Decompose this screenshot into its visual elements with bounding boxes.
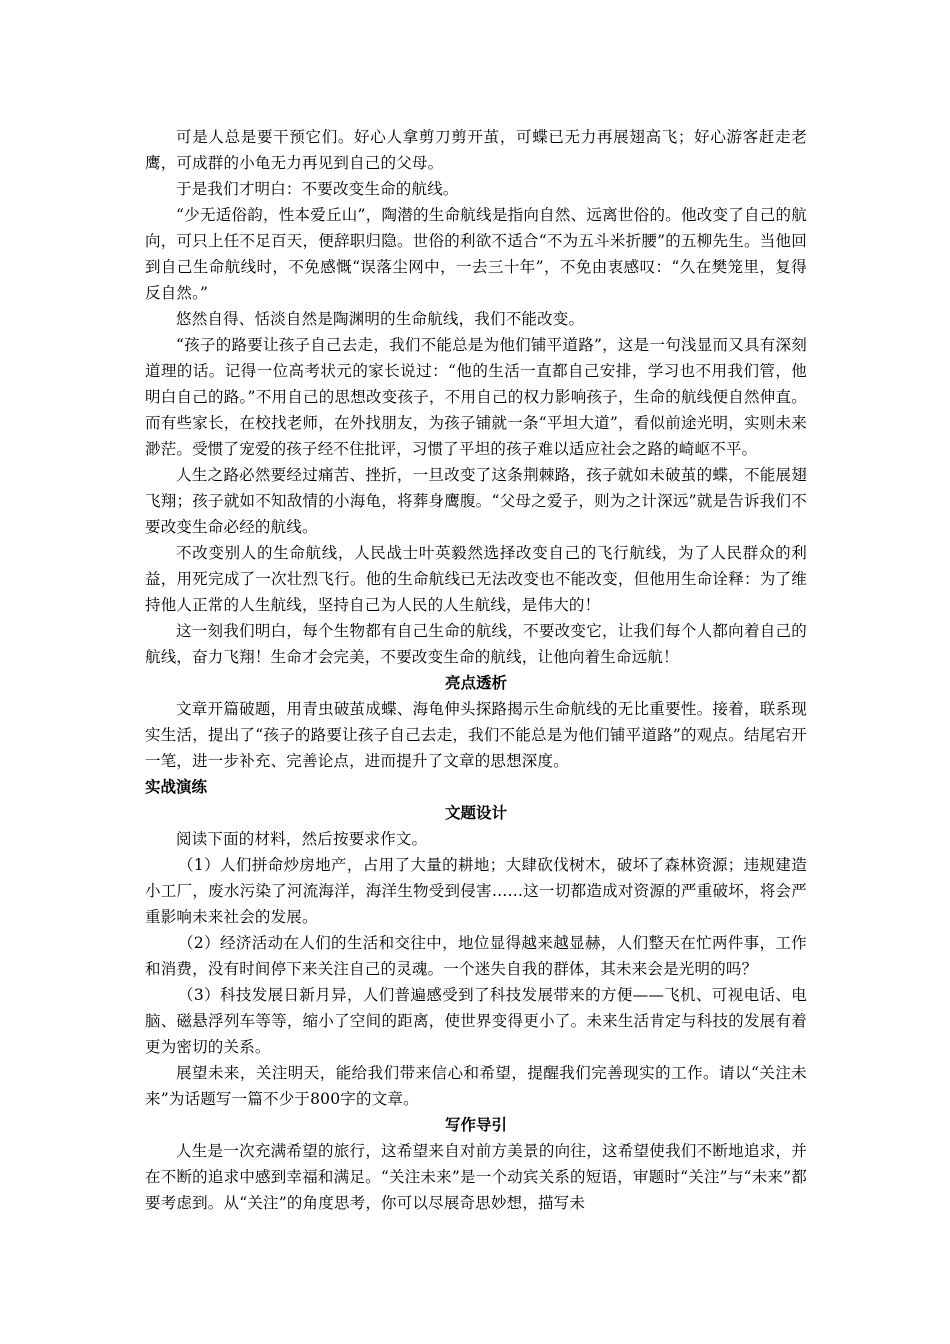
section-heading-guide: 写作导引 — [444, 1116, 507, 1134]
highlight-paragraph: 文章开篇破题，用青虫破茧成蝶、海龟伸头探路揭示生命航线的无比重要性。接着，联系现实生活，提出了“孩子的路要让孩子自己去走，我们不能总是为他们铺平道路”的观点。结尾宕开一笔，进一步补充、完善论点，进而提升了文章的思想深度。 — [145, 700, 807, 770]
body-paragraph: “少无适俗韵，性本爱丘山”，陶潜的生命航线是指向自然、远离世俗的。他改变了自己的航向，可只上任不足百天，便辞职归隐。世俗的利欲不适合“不为五斗米折腰”的五柳先生。当他回到自己生命航线时，不免感慨“误落尘网中，一去三十年”，不免由衷感叹：“久在樊笼里，复得反自然。” — [145, 206, 807, 302]
body-paragraph: 这一刻我们明白，每个生物都有自己生命的航线，不要改变它，让我们每个人都向着自己的航线，奋力飞翔！生命才会完美，不要改变生命的航线，让他向着生命远航！ — [145, 622, 807, 666]
design-requirement: 展望未来，关注明天，能给我们带来信心和希望，提醒我们完善现实的工作。请以“关注未来”为话题写一篇不少于800字的文章。 — [145, 1064, 807, 1108]
body-paragraph: 可是人总是要干预它们。好心人拿剪刀剪开茧，可蝶已无力再展翅高飞；好心游客赶走老鹰，可成群的小龟无力再见到自己的父母。 — [145, 128, 807, 172]
document-page — [145, 124, 807, 1216]
section-heading-design: 文题设计 — [444, 804, 507, 822]
design-item: （2）经济活动在人们的生活和交往中，地位显得越来越显赫，人们整天在忙两件事，工作和消费，没有时间停下来关注自己的灵魂。一个迷失自我的群体，其未来会是光明的吗？ — [145, 934, 807, 978]
body-paragraph: 不改变别人的生命航线，人民战士叶英毅然选择改变自己的飞行航线，为了人民群众的利益，用死完成了一次壮烈飞行。他的生命航线已无法改变也不能改变，但他用生命诠释：为了维持他人正常的人生航线，坚持自己为人民的人生航线，是伟大的！ — [145, 544, 807, 614]
body-paragraph: 悠然自得、恬淡自然是陶渊明的生命航线，我们不能改变。 — [176, 310, 585, 328]
design-item: （1）人们拼命炒房地产，占用了大量的耕地；大肆砍伐树木，破坏了森林资源；违规建造小工厂，废水污染了河流海洋，海洋生物受到侵害……这一切都造成对资源的严重破坏，将会严重影响未来社会的发展。 — [145, 856, 807, 926]
body-paragraph: “孩子的路要让孩子自己去走，我们不能总是为他们铺平道路”，这是一句浅显而又具有深刻道理的话。记得一位高考状元的家长说过：“他的生活一直都自己安排，学习也不用我们管，他明白自己的路。”不用自己的思想改变孩子，不用自己的权力影响孩子，生命的航线便自然伸直。而有些家长，在校找老师，在外找朋友，为孩子铺就一条“平坦大道”，看似前途光明，实则未来渺茫。受惯了宠爱的孩子经不住批评，习惯了平坦的孩子难以适应社会之路的崎岖不平。 — [145, 336, 807, 458]
body-paragraph: 于是我们才明白：不要改变生命的航线。 — [176, 180, 459, 198]
guide-paragraph: 人生是一次充满希望的旅行，这希望来自对前方美景的向往，这希望使我们不断地追求，并在不断的追求中感到幸福和满足。“关注未来”是一个动宾关系的短语，审题时“关注”与“未来”都要考虑到。从“关注”的角度思考，你可以尽展奇思妙想，描写未 — [145, 1142, 807, 1212]
design-item: （3）科技发展日新月异，人们普遍感受到了科技发展带来的方便——飞机、可视电话、电脑、磁悬浮列车等等，缩小了空间的距离，使世界变得更小了。未来生活肯定与科技的发展有着更为密切的关系。 — [145, 986, 807, 1056]
design-intro: 阅读下面的材料，然后按要求作文。 — [176, 830, 428, 848]
section-heading-practice: 实战演练 — [145, 778, 208, 796]
section-heading-highlight: 亮点透析 — [444, 674, 507, 692]
body-paragraph: 人生之路必然要经过痛苦、挫折，一旦改变了这条荆棘路，孩子就如未破茧的蝶，不能展翅飞翔；孩子就如不知敌情的小海龟，将葬身鹰腹。“父母之爱子，则为之计深远”就是告诉我们不要改变生命必经的航线。 — [145, 466, 807, 536]
